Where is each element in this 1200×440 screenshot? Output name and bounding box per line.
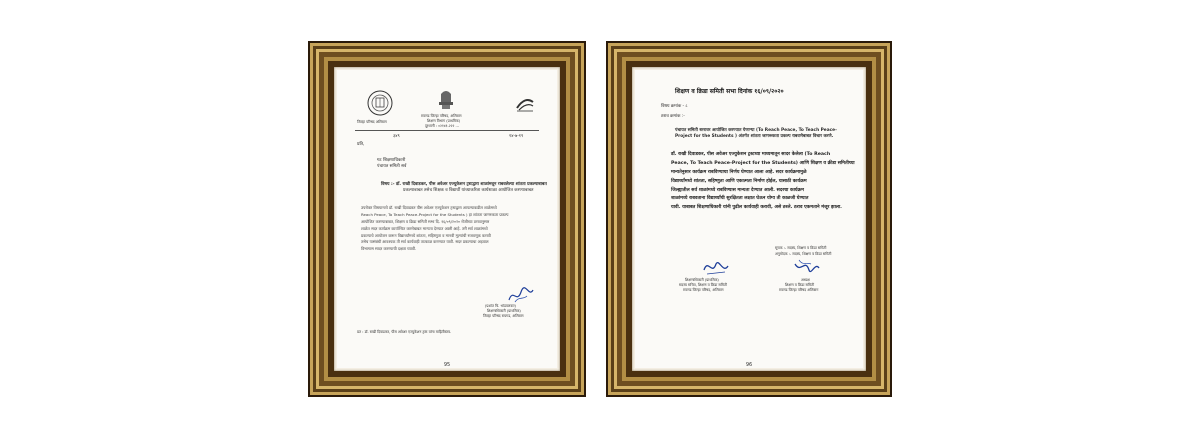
resolution-number: ठराव क्रमांक :- [661, 114, 685, 119]
paragraph-line: प्रकल्पाचे आयोजन करून विद्यार्थ्यांमध्ये शांतता, सहिष्णुता व मानवी मूल्यांची रुजवणूक करावी [361, 232, 491, 238]
zilla-parishad-logo-icon [367, 90, 393, 116]
paragraph-line: मान्यतेनुसार कार्यक्रम राबविण्याचा निर्णय घेण्यात आला आहे. सदर कार्यक्रमामुळे [671, 169, 807, 175]
header-divider [355, 130, 539, 131]
paragraph-line: विभागास सादर करण्याची दक्षता घ्यावी. [361, 246, 417, 252]
to-line-3: पंचायत समिती सर्व [377, 164, 407, 169]
left-signatory-line-2: सदस्य सचिव, शिक्षण व क्रिडा समिती [679, 283, 727, 287]
header-center-line-1: रायगड जिल्हा परिषद, अलिबाग [421, 114, 462, 118]
right-signatory-line-2: शिक्षण व क्रिडा समिती [785, 283, 815, 287]
signatory-office: जिल्हा परिषद रायगड, अलिबाग [483, 314, 524, 318]
header-center-line-3: दूरध्वनी : ०२१४१-२२२ ... [425, 124, 459, 128]
mover-line: सूचक :- सदस्य, शिक्षण व क्रिडा समिती [775, 246, 827, 250]
document-title: शिक्षण व क्रिडा समिती सभा दिनांक १६/०९/२०२० [675, 88, 784, 95]
copy-to-line: प्रत : डॉ. राखी दिवाडकर, पीस अवेअर एज्युकेशन ट्रस्ट यांना माहितीस्तव. [357, 330, 452, 334]
body-paragraph [361, 206, 541, 252]
to-line-1: प्रति, [357, 142, 365, 147]
right-mat [632, 67, 866, 371]
paragraph-line: शाळेत सदर कार्यक्रम कार्यान्वित करणेबाबत मान्यता देण्यात आली आहे. तरी सर्व शाळांमध्ये [361, 225, 488, 231]
resolution-paragraph [671, 152, 853, 211]
paragraph-line: जिल्ह्यातील सर्व शाळांमध्ये राबविण्यास मान्यता देण्यात आली. सदरचा कार्यक्रम [671, 187, 804, 193]
left-document-page [337, 70, 557, 368]
paragraph-line: तसेच यासंबंधी आवश्यक ती सर्व कार्यवाही तात्काळ करण्यात यावी. सदर प्रकल्पाचा अहवाल [361, 239, 489, 245]
paragraph-line: डॉ. राखी दिवाडकर, पीस अवेअर एज्युकेशन ट्रस्टच्या माध्यमातून सादर केलेला (To Reach [671, 152, 831, 157]
paragraph-line: विद्यार्थ्यांमध्ये शांतता, सहिष्णुता आणि एकात्मता निर्माण होईल, यासाठी कार्यक्रम [671, 178, 807, 184]
education-logo-icon [513, 92, 537, 114]
secretary-signature-icon [701, 256, 731, 278]
national-emblem-icon [435, 86, 457, 112]
seconder-line: अनुमोदक :- सदस्य, शिक्षण व क्रिडा समिती [775, 252, 832, 256]
item-number: विषय क्रमांक - ८ [661, 104, 688, 109]
page-number: 96 [745, 362, 753, 368]
signatory-designation: शिक्षणाधिकारी (प्राथमिक) [487, 309, 521, 313]
left-signatory-line-1: शिक्षणाधिकारी (प्राथमिक) [685, 278, 719, 282]
paragraph-line: Peace, To Teach Peace-Project for the Students) आणि शिक्षण व क्रीडा समितीच्या [671, 160, 855, 166]
right-document-page [635, 70, 863, 368]
right-signatory-line-1: अध्यक्ष [801, 278, 810, 282]
paragraph-line: Reach Peace, To Teach Peace-Project for the Students ) हा शांतता जागरुकता प्रकल्प [361, 211, 509, 217]
reference-number: ३४९ [393, 134, 400, 139]
paragraph-line: आयोजित करण्याबाबत, शिक्षण व क्रिडा समिती सभा दि. १६/०९/२०२० रोजीच्या ठरावानुसार [361, 218, 490, 224]
left-signatory-line-3: रायगड जिल्हा परिषद, अलिबाग [683, 288, 724, 292]
to-line-2: गट शिक्षणाधिकारी [377, 158, 406, 163]
paragraph-line: यावी. याबाबत शिक्षणाधिकारी यांनी पुढील कार्यवाही करावी, असे ठरले. ठराव एकमताने मंजूर झाला. [671, 205, 842, 211]
intro-line-1: पंचायत समिती स्तरावर आयोजित करण्यात येणाऱ्या (To Reach Peace, To Teach Peace- [675, 128, 837, 133]
paragraph-line: उपरोक्त विषयान्वये डॉ. राखी दिवाडकर पीस अवेअर एज्युकेशन ट्रस्टद्वारा आपल्याकडील शाळेमध्ये [361, 205, 497, 210]
paragraph-line: शाळांमध्ये राबवताना विद्यार्थ्यांची सुरक्षितता लक्षात घेऊन योग्य ती काळजी घेण्यात [671, 196, 809, 202]
subject-line-1: विषय :- डॉ. राखी दिवाडकर, पीस अवेअर एज्युकेशन ट्रस्टद्वारा शाळांमधून राबवलेल्या शांतता प्रकल्पाबाबत [381, 182, 547, 187]
letter-date: १४-७-१९ [509, 134, 524, 139]
subject-line-2: प्रकल्पाबाबत तसेच शिक्षक व विद्यार्थी यांच्याकरिता कार्यशाळा आयोजित करण्याबाबत [403, 188, 534, 193]
right-picture-frame [606, 41, 892, 397]
signature-stamp-icon [505, 284, 535, 306]
intro-line-2: Project for the Students ) अंतर्गत शांतता जागरूकता प्रकल्प राबवणेबाबत विचार करणे. [675, 134, 834, 139]
header-center-line-2: शिक्षण विभाग (प्राथमिक) [427, 119, 461, 123]
right-signatory-line-3: रायगड जिल्हा परिषद अलिबाग [779, 288, 819, 292]
chairperson-signature-icon [791, 256, 821, 278]
left-picture-frame [308, 41, 586, 397]
page-number: 95 [443, 362, 451, 368]
signatory-name: (प्रशांत चि. भांडवलकर) [485, 304, 516, 308]
header-left-text: जिल्हा परिषद अलिबाग [357, 120, 387, 124]
left-mat [334, 67, 560, 371]
